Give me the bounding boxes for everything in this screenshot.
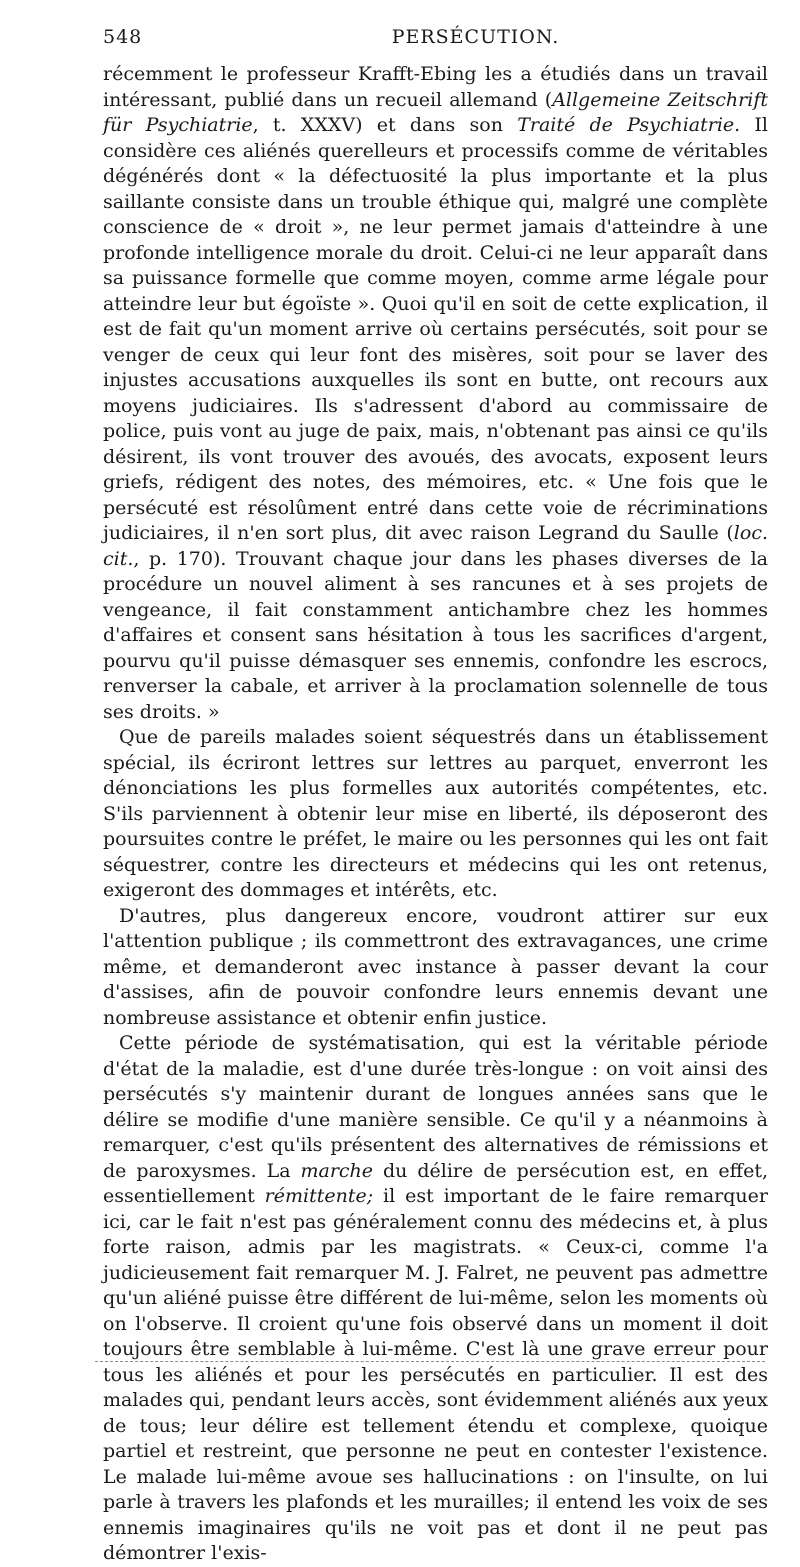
italic-text: loc. cit. <box>103 522 768 570</box>
text-run: Cette période de systématisation, qui est la véritable période d'état de la maladie, est d'une durée très-longue : on voit ainsi des persécutés s'y maintenir durant de longues années sans que le délire se modifie d'une manière sensible. Ce qu'il y a néanmoins à remarquer, c'est qu'ils présentent des alternatives de rémissions et de paroxysmes. La <box>103 1032 768 1182</box>
italic-text: marche <box>300 1159 374 1182</box>
text-run: récemment le professeur Krafft-Ebing les a étudiés dans un travail intéressant, publié dans un recueil allemand ( <box>103 63 768 111</box>
footer-rule <box>95 1361 765 1362</box>
text-run: , p. 170). Trouvant chaque jour dans les phases diverses de la procédure un nouvel aliment à ses rancunes et à ses projets de vengeance, il fait constamment antichambre chez les hommes d'affaires et consent sans hésitation à tous les sacrifices d'argent, pourvu qu'il puisse démasquer ses ennemis, confondre les escrocs, renverser la cabale, et arriver à la proclamation solennelle de tous ses droits. » <box>103 547 768 723</box>
text-run: Il considère ces aliénés querelleurs et processifs comme de véritables dégénérés dont « la défectuosité la plus importante et la plus saillante consiste dans un trouble éthique qui, malgré une complète conscience de « droit », ne leur permet jamais d'atteindre à une profonde intelligence morale du droit. Celui-ci ne leur apparaît dans sa puissance formelle que comme moyen, comme arme légale pour atteindre leur but égoïste ». Quoi qu'il en soit de cette explication, il est de fait qu'un moment arrive où certains persécutés, soit pour se venger de ceux qui leur font des misères, soit pour se laver des injustes accusations auxquelles ils sont en butte, ont recours aux moyens judiciaires. Ils s'adressent d'abord au commissaire de police, puis vont au juge de paix, mais, n'obtenant pas ainsi ce qu'ils désirent, ils vont trouver des avoués, des avocats, exposent leurs griefs, rédigent des notes, des mémoires, etc. « Une fois que le persécuté est résolûment entré dans cette voie de récriminations judiciaires, il n'en sort plus, dit avec raison Legrand du Saulle ( <box>103 114 768 544</box>
text-run: D'autres, plus dangereux encore, voudront attirer sur eux l'attention publique ; ils commettront des extravagances, une crime même, et demanderont avec instance à passer devant la cour d'assises, afin de pouvoir confondre leurs ennemis devant une nombreuse assistance et obtenir enfin justice. <box>103 904 768 1029</box>
body-text <box>103 62 768 1567</box>
text-run: Que de pareils malades soient séquestrés dans un établissement spécial, ils écriront lettres sur lettres au parquet, enverront les dénonciations les plus formelles aux autorités compétentes, etc. S'ils parviennent à obtenir leur mise en liberté, ils déposeront des poursuites contre le préfet, le maire ou les personnes qui les ont fait séquestrer, contre les directeurs et médecins qui les ont retenus, exigeront des dommages et intérêts, etc. <box>103 726 768 901</box>
italic-text: Traité de Psychiatrie. <box>517 114 741 136</box>
paragraph-2 <box>103 725 768 904</box>
running-head: PERSÉCUTION. <box>391 26 560 48</box>
text-run: , t. XXXV) et dans son <box>252 114 518 136</box>
page-header <box>103 26 768 58</box>
paragraph-1 <box>103 62 768 725</box>
italic-text: rémittente; <box>264 1185 374 1207</box>
paragraph-4 <box>103 1031 768 1567</box>
paragraph-3 <box>103 904 768 1032</box>
page-number: 548 <box>103 26 143 48</box>
italic-text: Allgemeine Zeitschrift für Psychiatrie <box>103 88 768 136</box>
text-run: du délire de persécution est, en effet, essentiellement <box>103 1159 768 1207</box>
text-run: il est important de le faire remarquer ici, car le fait n'est pas généralement connu des médecins et, à plus forte raison, admis par les magistrats. « Ceux-ci, comme l'a judicieusement fait remarquer M. J. Falret, ne peuvent pas admettre qu'un aliéné puisse être différent de lui-même, selon les moments où on l'observe. Il croient qu'une fois observé dans un moment il doit toujours être semblable à lui-même. C'est là une grave erreur pour tous les aliénés et pour les persécutés en particulier. Il est des malades qui, pendant leurs accès, sont évidemment aliénés aux yeux de tous; leur délire est tellement étendu et complexe, quoique partiel et restreint, que personne ne peut en contester l'existence. Le malade lui-même avoue ses hallucinations : on l'insulte, on lui parle à travers les plafonds et les murailles; il entend les voix de ses ennemis imaginaires qu'ils ne voit pas et dont il ne peut pas démontrer l'exis- <box>103 1185 768 1564</box>
